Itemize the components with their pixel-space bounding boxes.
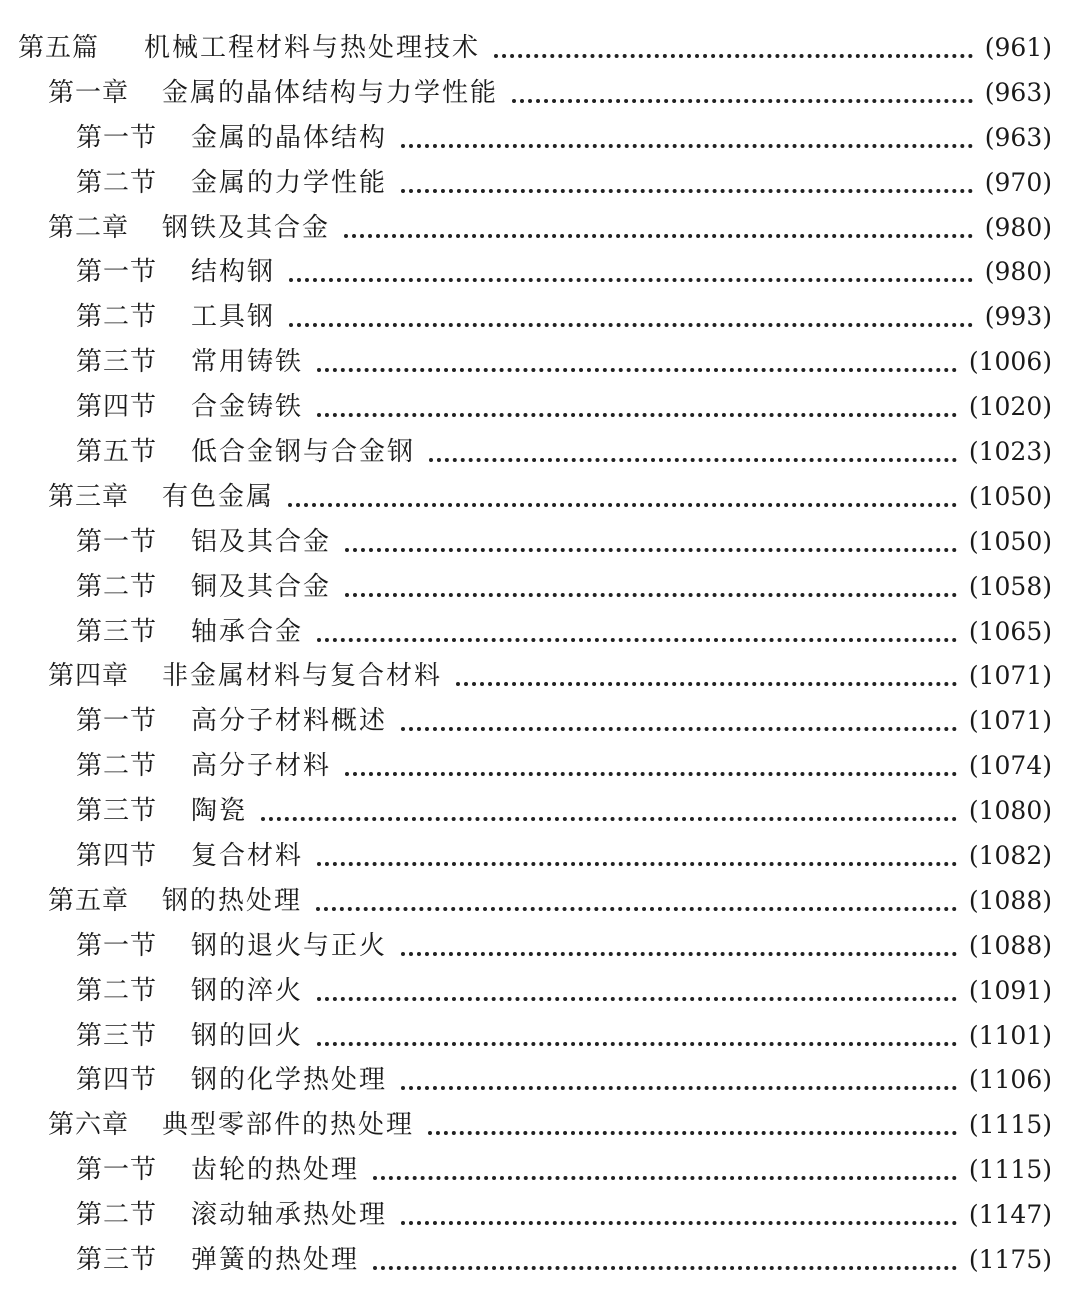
dot-leader [373,1176,957,1180]
section-entry [0,161,1080,206]
entry-page-number: (1065) [968,616,1052,646]
dot-leader [456,682,957,686]
chapter-entry [0,654,1080,699]
entry-page-number: (1101) [968,1020,1052,1050]
section-entry [0,1148,1080,1193]
dot-leader [317,368,957,372]
dot-leader [317,1042,957,1046]
entry-number: 第三节 [76,347,158,378]
entry-title: 工具钢 [191,302,276,333]
section-entry [0,834,1080,879]
entry-number: 第五章 [48,885,130,916]
entry-number: 第一节 [76,706,158,737]
section-entry [0,340,1080,385]
section-entry [0,699,1080,744]
entry-page-number: (1115) [968,1110,1052,1140]
entry-page-number: (961) [984,33,1052,62]
entry-title: 有色金属 [162,481,275,512]
entry-page-number: (1020) [968,392,1052,422]
dot-leader [401,952,957,956]
entry-page-number: (980) [984,257,1052,287]
entry-number: 第二节 [76,167,158,198]
section-entry [0,1014,1080,1059]
entry-title: 轴承合金 [191,616,304,647]
entry-title: 典型零部件的热处理 [162,1110,415,1141]
dot-leader [261,817,957,821]
entry-title: 金属的晶体结构与力学性能 [162,77,499,108]
section-entry [0,430,1080,475]
entry-number: 第一节 [76,257,158,288]
dot-leader [345,772,957,776]
entry-page-number: (1147) [968,1200,1052,1230]
chapter-entry [0,1103,1080,1148]
entry-page-number: (963) [984,77,1052,107]
entry-number: 第四节 [76,392,158,423]
dot-leader [344,234,973,238]
dot-leader [345,593,957,597]
entry-page-number: (1082) [968,841,1052,871]
entry-title: 钢的化学热处理 [191,1065,388,1096]
section-entry [0,744,1080,789]
entry-number: 第一章 [48,77,130,108]
section-entry [0,969,1080,1014]
entry-title: 机械工程材料与热处理技术 [144,33,481,63]
entry-number: 第一节 [76,526,158,557]
entry-title: 弹簧的热处理 [191,1245,360,1276]
entry-title: 低合金钢与合金钢 [191,437,416,468]
entry-title: 钢铁及其合金 [162,212,331,243]
entry-page-number: (1106) [968,1065,1052,1095]
entry-page-number: (1071) [968,706,1052,736]
dot-leader [288,503,957,507]
dot-leader [401,189,973,193]
chapter-entry [0,206,1080,251]
entry-number: 第一节 [76,122,158,153]
entry-title: 结构钢 [191,257,276,288]
entry-title: 钢的退火与正火 [191,930,388,961]
entry-number: 第一节 [76,1155,158,1186]
entry-number: 第二节 [76,751,158,782]
entry-page-number: (1088) [968,930,1052,960]
section-entry [0,116,1080,161]
section-entry [0,565,1080,610]
entry-title: 钢的淬火 [191,975,304,1006]
entry-title: 非金属材料与复合材料 [162,661,443,692]
entry-number: 第四节 [76,841,158,872]
dot-leader [401,144,973,148]
dot-leader [289,278,973,282]
entry-number: 第三节 [76,616,158,647]
entry-page-number: (1091) [968,975,1052,1005]
entry-number: 第五节 [76,437,158,468]
chapter-entry [0,475,1080,520]
entry-number: 第一节 [76,930,158,961]
entry-number: 第二节 [76,975,158,1006]
entry-title: 铝及其合金 [191,526,332,557]
section-entry [0,520,1080,565]
entry-number: 第三章 [48,481,130,512]
entry-page-number: (993) [984,302,1052,332]
entry-number: 第二节 [76,1200,158,1231]
entry-page-number: (1050) [968,526,1052,556]
entry-number: 第二节 [76,302,158,333]
dot-leader [373,1266,957,1270]
entry-page-number: (1175) [968,1245,1052,1275]
section-entry [0,1238,1080,1283]
dot-leader [428,1131,957,1135]
entry-title: 高分子材料概述 [191,706,388,737]
entry-title: 铜及其合金 [191,571,332,602]
entry-title: 高分子材料 [191,751,332,782]
entry-page-number: (1006) [968,347,1052,377]
entry-number: 第三节 [76,1245,158,1276]
dot-leader [317,997,957,1001]
entry-number: 第六章 [48,1110,130,1141]
section-entry [0,1193,1080,1238]
section-entry [0,250,1080,295]
dot-leader [401,1221,957,1225]
entry-page-number: (970) [984,167,1052,197]
entry-title: 金属的晶体结构 [191,122,388,153]
dot-leader [317,413,957,417]
dot-leader [512,99,973,103]
entry-page-number: (1050) [968,481,1052,511]
section-entry [0,610,1080,655]
part-entry [0,26,1080,71]
dot-leader [401,1086,957,1090]
dot-leader [317,638,957,642]
entry-title: 陶瓷 [191,796,248,827]
entry-title: 合金铸铁 [191,392,304,423]
entry-title: 常用铸铁 [191,347,304,378]
entry-page-number: (1088) [968,885,1052,915]
entry-number: 第三节 [76,796,158,827]
entry-page-number: (1080) [968,796,1052,826]
dot-leader [494,54,973,58]
dot-leader [429,458,957,462]
entry-page-number: (1023) [968,437,1052,467]
chapter-entry [0,879,1080,924]
dot-leader [345,548,957,552]
entry-page-number: (963) [984,122,1052,152]
dot-leader [289,323,973,327]
section-entry [0,1058,1080,1103]
entry-page-number: (1058) [968,571,1052,601]
entry-title: 滚动轴承热处理 [191,1200,388,1231]
entry-title: 金属的力学性能 [191,167,388,198]
entry-number: 第二节 [76,571,158,602]
dot-leader [401,727,957,731]
entry-number: 第三节 [76,1020,158,1051]
dot-leader [317,862,957,866]
entry-title: 复合材料 [191,841,304,872]
section-entry [0,295,1080,340]
entry-page-number: (1115) [968,1155,1052,1185]
entry-number: 第四节 [76,1065,158,1096]
entry-page-number: (980) [984,212,1052,242]
section-entry [0,924,1080,969]
entry-number: 第二章 [48,212,130,243]
entry-page-number: (1071) [968,661,1052,691]
dot-leader [316,907,957,911]
entry-title: 钢的回火 [191,1020,304,1051]
entry-title: 齿轮的热处理 [191,1155,360,1186]
entry-page-number: (1074) [968,751,1052,781]
table-of-contents [0,26,1080,1283]
entry-number: 第五篇 [18,33,100,63]
entry-title: 钢的热处理 [162,885,303,916]
entry-number: 第四章 [48,661,130,692]
section-entry [0,385,1080,430]
section-entry [0,789,1080,834]
chapter-entry [0,71,1080,116]
